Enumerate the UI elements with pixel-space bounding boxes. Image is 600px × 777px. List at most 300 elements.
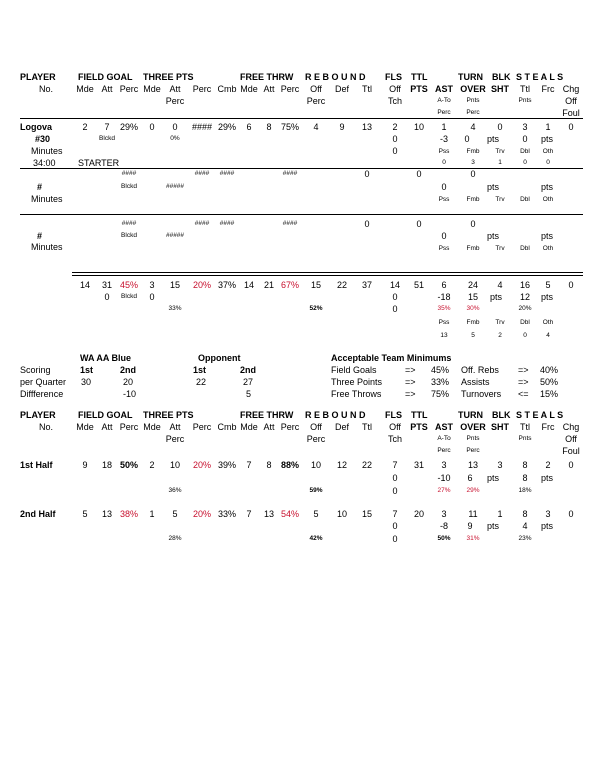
hdr-over-pnts: Pnts bbox=[466, 97, 480, 104]
hdr-cmb: Cmb bbox=[217, 422, 237, 432]
hdr-stl-pnts: Pnts bbox=[518, 97, 532, 104]
min-label: Turnovers bbox=[461, 389, 502, 399]
blocked-value: 0 bbox=[149, 292, 155, 302]
hdr-reb-off: Off bbox=[310, 422, 322, 432]
reb-off: 5 bbox=[313, 509, 319, 519]
tp-perc: 20% bbox=[192, 509, 212, 519]
ft-att: 13 bbox=[263, 509, 275, 519]
turnovers: 13 bbox=[467, 460, 479, 470]
turnovers: 11 bbox=[468, 509, 478, 519]
hdr-reb-off-perc: Perc bbox=[306, 434, 326, 444]
blocked-label: Blckd bbox=[121, 232, 137, 239]
hdr-over: OVER bbox=[460, 422, 486, 432]
hdr-sht: SHT bbox=[491, 422, 509, 432]
half-label: 1st Half bbox=[20, 460, 53, 470]
hdr-tp-perc: Perc bbox=[192, 422, 212, 432]
pts-word: pts bbox=[487, 182, 500, 192]
hdr-fg-mde: Mde bbox=[76, 84, 94, 94]
fmb-label: Fmb bbox=[466, 245, 480, 252]
cmb-perc: #### bbox=[219, 170, 235, 177]
hdr-ato: A-To bbox=[437, 97, 451, 104]
steals: 8 bbox=[522, 509, 528, 519]
reb-off-perc: 59% bbox=[309, 487, 323, 494]
hdr-blk: BLK bbox=[492, 410, 511, 420]
fouls: 7 bbox=[392, 460, 398, 470]
forced: 1 bbox=[545, 122, 551, 132]
ato-value: -10 bbox=[437, 473, 451, 483]
fmb-label: Fmb bbox=[466, 319, 480, 326]
hdr-ft-mde: Mde bbox=[240, 422, 258, 432]
ato-value: 0 bbox=[441, 231, 447, 241]
fg-perc: 45% bbox=[119, 280, 139, 290]
ft-perc: 54% bbox=[280, 509, 300, 519]
dbl-value: 0 bbox=[523, 332, 527, 339]
pss-label: Pss bbox=[438, 148, 450, 155]
team-1st-label: 1st bbox=[80, 365, 94, 375]
fg-perc: 29% bbox=[119, 122, 139, 132]
pss-label: Pss bbox=[438, 319, 450, 326]
hdr-sht: SHT bbox=[491, 84, 509, 94]
reb-def: 10 bbox=[336, 509, 348, 519]
hdr-tp-mde: Mde bbox=[143, 84, 161, 94]
tp-att-perc: ##### bbox=[165, 183, 185, 190]
fg-perc: #### bbox=[121, 220, 137, 227]
fg-extra: 0 bbox=[104, 292, 110, 302]
ft-made: 7 bbox=[246, 509, 252, 519]
ato-perc: 27% bbox=[437, 487, 451, 494]
hdr-chg-off: Off bbox=[565, 96, 577, 106]
minutes-value: 34:00 bbox=[33, 158, 56, 168]
fmb-value: 5 bbox=[471, 332, 475, 339]
hdr-over-perc: Perc bbox=[466, 447, 480, 454]
ato-value: -8 bbox=[439, 521, 449, 531]
team-difference: -10 bbox=[123, 389, 137, 399]
min-value: 40% bbox=[540, 365, 559, 375]
hdr-pts: PTS bbox=[410, 84, 428, 94]
hdr-ast: AST bbox=[435, 84, 453, 94]
opp-1st-score: 22 bbox=[196, 377, 207, 387]
reb-ttl: 37 bbox=[361, 280, 373, 290]
hdr-field-goal: FIELD GOAL bbox=[78, 410, 133, 420]
tp-made: 0 bbox=[149, 122, 155, 132]
hdr-fg-mde: Mde bbox=[76, 422, 94, 432]
pss-value: 13 bbox=[440, 332, 448, 339]
hdr-reb-ttl: Ttl bbox=[362, 84, 372, 94]
oth-value: 0 bbox=[546, 159, 550, 166]
hdr-steals: S T E A L S bbox=[516, 410, 564, 420]
tp-att-perc: 0% bbox=[170, 135, 180, 142]
reb-off-perc: 52% bbox=[309, 305, 323, 312]
hdr-stl-ttl: Ttl bbox=[520, 84, 530, 94]
player-number: # bbox=[37, 182, 43, 192]
blocks: 1 bbox=[497, 509, 503, 519]
tp-att: 10 bbox=[169, 460, 181, 470]
hdr-field-goal: FIELD GOAL bbox=[78, 72, 133, 82]
min-value: 50% bbox=[540, 377, 559, 387]
hdr-tp-att: Att bbox=[169, 422, 181, 432]
ft-att: 8 bbox=[266, 460, 272, 470]
fmb-label: Fmb bbox=[466, 148, 480, 155]
hdr-fg-perc: Perc bbox=[119, 84, 139, 94]
assists: 3 bbox=[441, 460, 447, 470]
assists: 6 bbox=[441, 280, 447, 290]
tch-value: 0 bbox=[392, 134, 398, 144]
hdr-over-pnts: Pnts bbox=[466, 435, 480, 442]
dbl-value: 0 bbox=[523, 159, 527, 166]
blocks: 0 bbox=[497, 122, 503, 132]
min-operator: => bbox=[405, 377, 416, 387]
turnovers: 4 bbox=[470, 122, 476, 132]
hdr-pts: PTS bbox=[410, 422, 428, 432]
fg-made: 5 bbox=[82, 509, 88, 519]
fg-perc: #### bbox=[121, 170, 137, 177]
tp-att-perc: 33% bbox=[168, 305, 182, 312]
reb-ttl: 15 bbox=[361, 509, 373, 519]
trv-label: Trv bbox=[495, 196, 505, 203]
fg-att: 18 bbox=[101, 460, 113, 470]
hdr-no: No. bbox=[39, 422, 54, 432]
min-label: Field Goals bbox=[331, 365, 377, 375]
forced: 2 bbox=[545, 460, 551, 470]
team-2nd-label: 2nd bbox=[120, 365, 137, 375]
pts-word: pts bbox=[541, 182, 554, 192]
turnovers: 0 bbox=[470, 219, 476, 229]
hdr-chg-foul: Foul bbox=[562, 108, 580, 118]
over-pnts: 6 bbox=[467, 473, 473, 483]
ft-perc: 67% bbox=[280, 280, 300, 290]
pts-word: pts bbox=[487, 231, 500, 241]
blocks: 4 bbox=[497, 280, 503, 290]
tp-perc: 20% bbox=[192, 460, 212, 470]
stl-pnts: 4 bbox=[522, 521, 528, 531]
team-2nd-score: 20 bbox=[123, 377, 134, 387]
oth-label: Oth bbox=[542, 196, 554, 203]
tp-made: 2 bbox=[149, 460, 155, 470]
steals: 8 bbox=[522, 460, 528, 470]
ato-perc: 35% bbox=[437, 305, 451, 312]
hdr-turn: TURN bbox=[458, 72, 483, 82]
points: 0 bbox=[416, 169, 422, 179]
hdr-chg-foul: Foul bbox=[562, 446, 580, 456]
hdr-reb-off: Off bbox=[310, 84, 322, 94]
fg-perc: 38% bbox=[119, 509, 139, 519]
hdr-player: PLAYER bbox=[20, 72, 56, 82]
player-number: #30 bbox=[35, 134, 51, 144]
ft-made: 14 bbox=[243, 280, 255, 290]
pts-word: pts bbox=[487, 521, 500, 531]
half-label: 2nd Half bbox=[20, 509, 56, 519]
stl-pnts: 12 bbox=[519, 292, 531, 302]
opp-2nd-score: 27 bbox=[243, 377, 254, 387]
hdr-ft-mde: Mde bbox=[240, 84, 258, 94]
tp-made: 1 bbox=[149, 509, 155, 519]
reb-ttl: 0 bbox=[364, 219, 370, 229]
fg-att: 7 bbox=[104, 122, 110, 132]
dbl-label: Dbl bbox=[520, 196, 530, 203]
hdr-stl-pnts: Pnts bbox=[518, 435, 532, 442]
reb-off: 10 bbox=[310, 460, 322, 470]
fmb-value: 3 bbox=[471, 159, 475, 166]
trv-label: Trv bbox=[495, 148, 505, 155]
hdr-frc: Frc bbox=[541, 84, 555, 94]
reb-def: 12 bbox=[336, 460, 348, 470]
ato-value: -18 bbox=[437, 292, 451, 302]
dbl-label: Dbl bbox=[520, 245, 530, 252]
pts-word: pts bbox=[487, 473, 500, 483]
player-number: # bbox=[37, 231, 43, 241]
hdr-ttl: TTL bbox=[411, 72, 428, 82]
hdr-fg-att: Att bbox=[101, 422, 113, 432]
assists: 3 bbox=[441, 509, 447, 519]
min-value: 33% bbox=[431, 377, 450, 387]
min-operator: <= bbox=[518, 389, 529, 399]
minutes-label: Minutes bbox=[31, 194, 63, 204]
cmb-perc: 29% bbox=[217, 122, 237, 132]
pss-value: 0 bbox=[442, 159, 446, 166]
opp-1st-label: 1st bbox=[193, 365, 207, 375]
ato-value: -3 bbox=[439, 134, 449, 144]
fg-att: 31 bbox=[101, 280, 113, 290]
hdr-tp-att-perc: Perc bbox=[165, 434, 185, 444]
hdr-fls-tch: Tch bbox=[387, 434, 403, 444]
min-value: 15% bbox=[540, 389, 559, 399]
blocks: 3 bbox=[497, 460, 503, 470]
hdr-reb-off-perc: Perc bbox=[306, 96, 326, 106]
hdr-fls-off: Off bbox=[389, 422, 401, 432]
reb-def: 22 bbox=[336, 280, 348, 290]
fg-made: 14 bbox=[79, 280, 91, 290]
hdr-fls-tch: Tch bbox=[387, 96, 403, 106]
trv-value: 1 bbox=[498, 159, 502, 166]
ft-att: 21 bbox=[263, 280, 275, 290]
pts-word: pts bbox=[541, 292, 554, 302]
team-name: WA AA Blue bbox=[80, 353, 131, 363]
stl-perc: 20% bbox=[518, 305, 532, 312]
reb-off: 15 bbox=[310, 280, 322, 290]
stl-perc: 23% bbox=[518, 535, 532, 542]
hdr-cmb: Cmb bbox=[217, 84, 237, 94]
hdr-rebound: R E B O U N D bbox=[305, 72, 366, 82]
tch-value: 0 bbox=[392, 304, 398, 314]
points: 20 bbox=[413, 509, 425, 519]
hdr-chg-off: Off bbox=[565, 434, 577, 444]
min-label: Assists bbox=[461, 377, 490, 387]
oth-label: Oth bbox=[542, 148, 554, 155]
stl-pnts: 8 bbox=[522, 473, 528, 483]
tp-perc: #### bbox=[191, 122, 213, 132]
pss-label: Pss bbox=[438, 245, 450, 252]
fg-perc: 50% bbox=[119, 460, 139, 470]
min-label: Free Throws bbox=[331, 389, 382, 399]
hdr-ft-perc: Perc bbox=[280, 422, 300, 432]
charges: 0 bbox=[568, 509, 574, 519]
ft-perc: 88% bbox=[280, 460, 300, 470]
player-name: Logova bbox=[20, 122, 53, 132]
hdr-tp-perc: Perc bbox=[192, 84, 212, 94]
over-perc: 31% bbox=[466, 535, 480, 542]
tp-att: 0 bbox=[172, 122, 178, 132]
cmb-perc: 37% bbox=[217, 280, 237, 290]
points: 10 bbox=[413, 122, 425, 132]
fouls: 14 bbox=[389, 280, 401, 290]
pts-word: pts bbox=[541, 473, 554, 483]
reb-ttl: 13 bbox=[361, 122, 373, 132]
hdr-chg: Chg bbox=[562, 422, 580, 432]
hdr-reb-ttl: Ttl bbox=[362, 422, 372, 432]
hdr-no: No. bbox=[39, 84, 54, 94]
reb-ttl: 22 bbox=[361, 460, 373, 470]
tp-att-perc: 28% bbox=[168, 535, 182, 542]
tp-att-perc: 36% bbox=[168, 487, 182, 494]
cmb-perc: #### bbox=[219, 220, 235, 227]
hdr-tp-att-perc: Perc bbox=[165, 96, 185, 106]
hdr-ft-att: Att bbox=[263, 422, 275, 432]
hdr-three-pts: THREE PTS bbox=[143, 72, 194, 82]
oth-label: Oth bbox=[542, 319, 554, 326]
hdr-frc: Frc bbox=[541, 422, 555, 432]
hdr-ttl: TTL bbox=[411, 410, 428, 420]
hdr-fls: FLS bbox=[385, 72, 402, 82]
hdr-ft-att: Att bbox=[263, 84, 275, 94]
tch-value: 0 bbox=[392, 146, 398, 156]
pts-word: pts bbox=[541, 521, 554, 531]
oth-label: Oth bbox=[542, 245, 554, 252]
tp-perc: 20% bbox=[192, 280, 212, 290]
hdr-fg-perc: Perc bbox=[119, 422, 139, 432]
blocked-label: Blckd bbox=[99, 135, 115, 142]
hdr-ft-perc: Perc bbox=[280, 84, 300, 94]
pts-word: pts bbox=[541, 231, 554, 241]
fouls: 7 bbox=[392, 509, 398, 519]
pts-word: pts bbox=[487, 134, 500, 144]
divider bbox=[72, 275, 583, 276]
hdr-rebound: R E B O U N D bbox=[305, 410, 366, 420]
hdr-three-pts: THREE PTS bbox=[143, 410, 194, 420]
minutes-label: Minutes bbox=[31, 242, 63, 252]
tch-value: 0 bbox=[392, 534, 398, 544]
min-operator: => bbox=[518, 365, 529, 375]
hdr-chg: Chg bbox=[562, 84, 580, 94]
steals: 3 bbox=[522, 122, 528, 132]
over-perc: 30% bbox=[466, 305, 480, 312]
hdr-tp-att: Att bbox=[169, 84, 181, 94]
points: 31 bbox=[413, 460, 425, 470]
tch-value: 0 bbox=[392, 473, 398, 483]
steals: 16 bbox=[519, 280, 531, 290]
starter-label: STARTER bbox=[78, 158, 120, 168]
hdr-fls-off: Off bbox=[389, 84, 401, 94]
opp-2nd-label: 2nd bbox=[240, 365, 257, 375]
ft-perc: #### bbox=[282, 170, 298, 177]
ft-perc: 75% bbox=[280, 122, 300, 132]
divider bbox=[72, 272, 583, 273]
pts-word: pts bbox=[490, 292, 503, 302]
hdr-ast: AST bbox=[435, 422, 453, 432]
blocked-label: Blckd bbox=[121, 293, 137, 300]
reb-off: 4 bbox=[313, 122, 319, 132]
hdr-over-perc: Perc bbox=[466, 109, 480, 116]
divider bbox=[20, 214, 583, 215]
trv-value: 2 bbox=[498, 332, 502, 339]
hdr-ato-perc: Perc bbox=[437, 447, 451, 454]
cmb-perc: 33% bbox=[217, 509, 237, 519]
per-quarter-label: per Quarter bbox=[20, 377, 67, 387]
hdr-reb-def: Def bbox=[334, 422, 350, 432]
fouls: 2 bbox=[392, 122, 398, 132]
blocked-label: Blckd bbox=[121, 183, 137, 190]
charges: 0 bbox=[568, 122, 574, 132]
ato-perc: 50% bbox=[437, 535, 451, 542]
hdr-fg-att: Att bbox=[101, 84, 113, 94]
hdr-ato: A-To bbox=[437, 435, 451, 442]
hdr-free-thrw: FREE THRW bbox=[240, 410, 294, 420]
min-operator: => bbox=[518, 377, 529, 387]
min-label: Off. Rebs bbox=[461, 365, 499, 375]
min-operator: => bbox=[405, 389, 416, 399]
hdr-steals: S T E A L S bbox=[516, 72, 564, 82]
cmb-perc: 39% bbox=[217, 460, 237, 470]
assists: 1 bbox=[441, 122, 447, 132]
hdr-player: PLAYER bbox=[20, 410, 56, 420]
tch-value: 0 bbox=[392, 521, 398, 531]
tch-value: 0 bbox=[392, 292, 398, 302]
ato-value: 0 bbox=[441, 182, 447, 192]
divider bbox=[20, 168, 583, 169]
points: 0 bbox=[416, 219, 422, 229]
dbl-label: Dbl bbox=[520, 319, 530, 326]
points: 51 bbox=[413, 280, 425, 290]
minimums-title: Acceptable Team Minimums bbox=[331, 353, 452, 363]
opponent-label: Opponent bbox=[198, 353, 241, 363]
ft-made: 7 bbox=[246, 460, 252, 470]
hdr-ato-perc: Perc bbox=[437, 109, 451, 116]
min-operator: => bbox=[405, 365, 416, 375]
reb-off-perc: 42% bbox=[309, 535, 323, 542]
ft-perc: #### bbox=[282, 220, 298, 227]
charges: 0 bbox=[568, 460, 574, 470]
fmb-label: Fmb bbox=[466, 196, 480, 203]
ft-made: 6 bbox=[246, 122, 252, 132]
ft-att: 8 bbox=[266, 122, 272, 132]
divider bbox=[20, 118, 583, 119]
over-pnts: 0 bbox=[464, 134, 470, 144]
over-pnts: 9 bbox=[467, 521, 473, 531]
hdr-over: OVER bbox=[460, 84, 486, 94]
oth-value: 4 bbox=[546, 332, 550, 339]
tp-att-perc: ##### bbox=[165, 232, 185, 239]
stl-pnts: 0 bbox=[522, 134, 528, 144]
hdr-reb-def: Def bbox=[334, 84, 350, 94]
difference-label: Diffference bbox=[20, 389, 64, 399]
charges: 0 bbox=[568, 280, 574, 290]
tp-perc: #### bbox=[194, 170, 210, 177]
pss-label: Pss bbox=[438, 196, 450, 203]
minutes-label: Minutes bbox=[31, 146, 63, 156]
tp-made: 3 bbox=[149, 280, 155, 290]
min-value: 75% bbox=[431, 389, 450, 399]
over-perc: 29% bbox=[466, 487, 480, 494]
reb-ttl: 0 bbox=[364, 169, 370, 179]
hdr-fls: FLS bbox=[385, 410, 402, 420]
tp-att: 15 bbox=[169, 280, 181, 290]
trv-label: Trv bbox=[495, 245, 505, 252]
hdr-stl-ttl: Ttl bbox=[520, 422, 530, 432]
fg-att: 13 bbox=[101, 509, 113, 519]
tch-value: 0 bbox=[392, 486, 398, 496]
trv-label: Trv bbox=[495, 319, 505, 326]
min-value: 45% bbox=[431, 365, 450, 375]
scoring-label: Scoring bbox=[20, 365, 51, 375]
